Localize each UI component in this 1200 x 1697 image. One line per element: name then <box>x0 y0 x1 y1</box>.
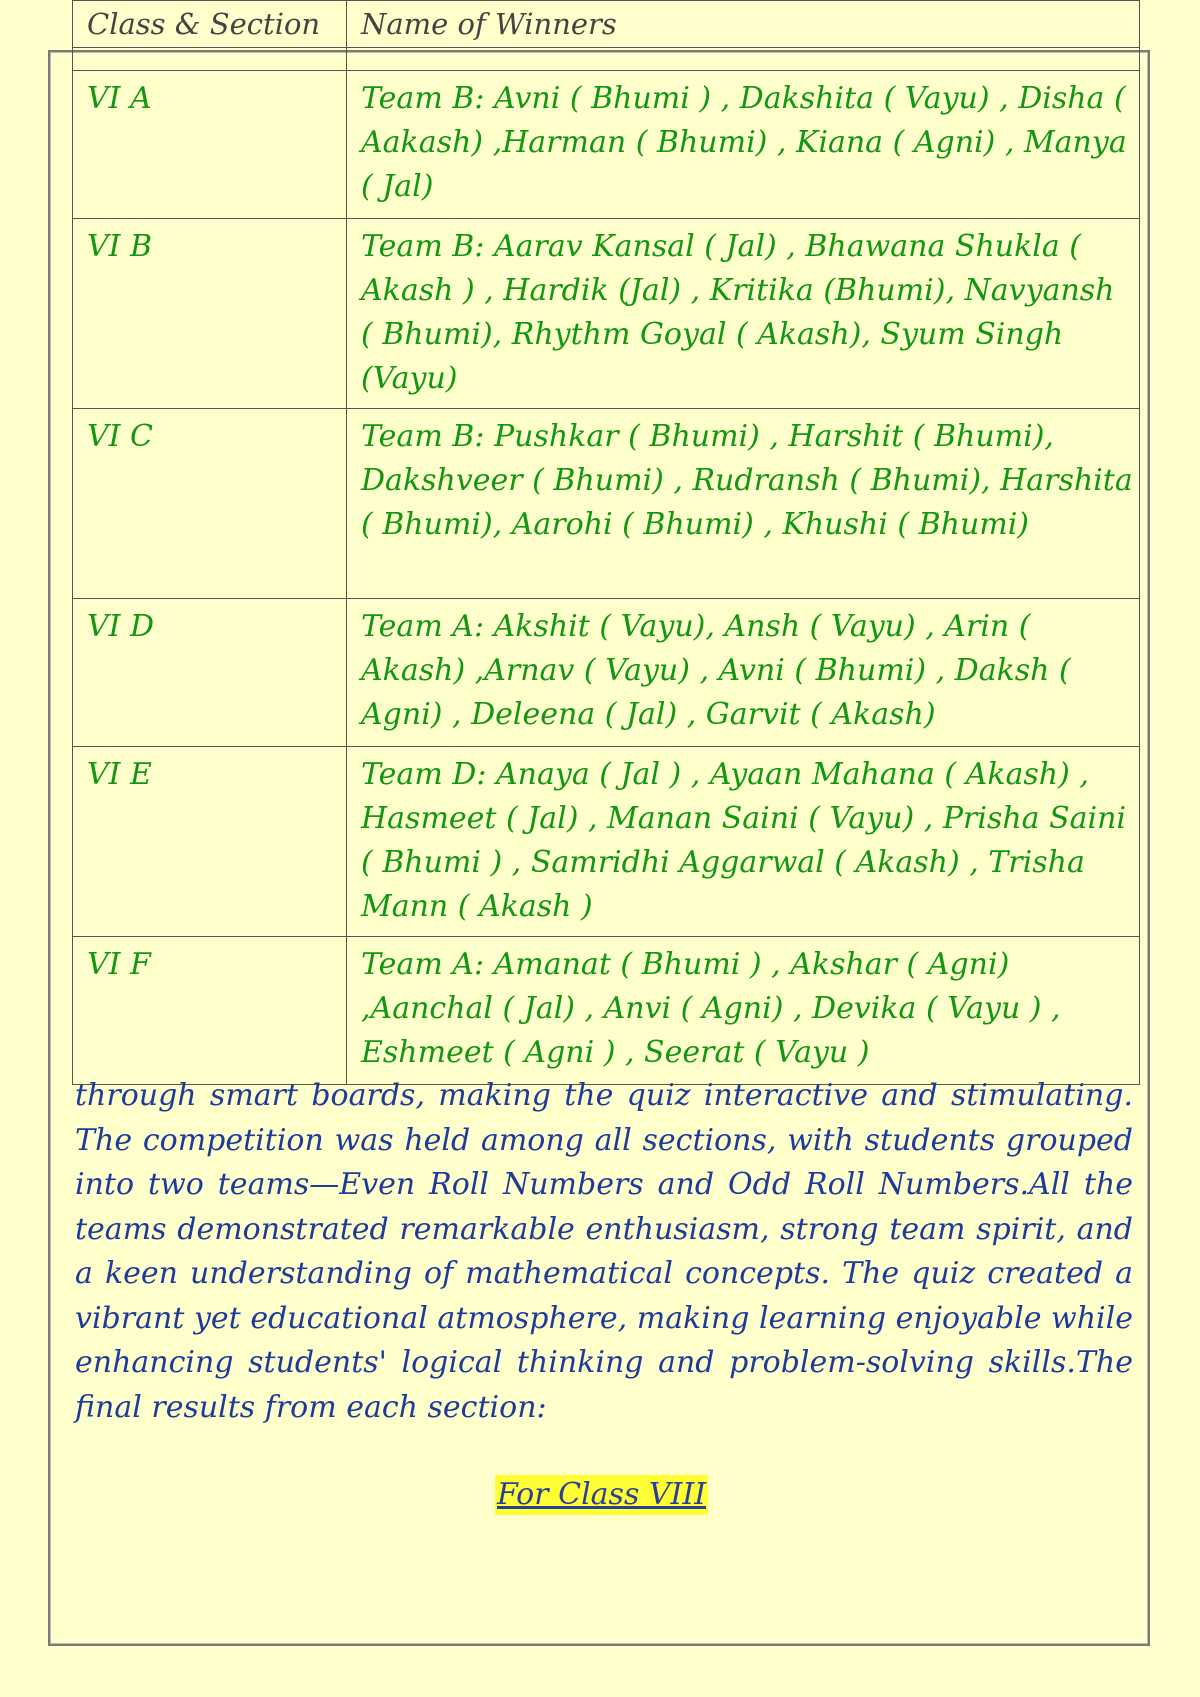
table-row <box>73 599 1140 747</box>
winners-cell: Team D: Anaya ( Jal ) , Ayaan Mahana ( Akash) , Hasmeet ( Jal) , Manan Saini ( Vayu) , Prisha Saini ( Bhumi ) , Samridhi Aggarwal ( Akash) , Trisha Mann ( Akash ) <box>347 747 1140 937</box>
winners-cell: Team B: Pushkar ( Bhumi) , Harshit ( Bhumi), Dakshveer ( Bhumi) , Rudransh ( Bhumi), Harshita ( Bhumi), Aarohi ( Bhumi) , Khushi ( Bhumi) <box>347 409 1140 599</box>
table-row <box>73 409 1140 599</box>
class-cell: VI B <box>73 219 347 409</box>
table-header-row <box>73 1 1140 48</box>
table-row <box>73 71 1140 219</box>
winners-cell: Team B: Avni ( Bhumi ) , Dakshita ( Vayu) , Disha ( Aakash) ,Harman ( Bhumi) , Kiana ( Agni) , Manya ( Jal) <box>347 71 1140 219</box>
winners-cell: Team A: Amanat ( Bhumi ) , Akshar ( Agni) ,Aanchal ( Jal) , Anvi ( Agni) , Devika ( Vayu ) , Eshmeet ( Agni ) , Seerat ( Vayu ) <box>347 937 1140 1085</box>
table-row <box>73 219 1140 409</box>
class-cell: VI C <box>73 409 347 599</box>
table-row <box>73 937 1140 1085</box>
class-cell: VI E <box>73 747 347 937</box>
spacer-cell <box>73 48 347 71</box>
table-row <box>73 747 1140 937</box>
header-class-section: Class & Section <box>73 1 347 48</box>
class-cell: VI D <box>73 599 347 747</box>
winners-cell: Team B: Aarav Kansal ( Jal) , Bhawana Shukla ( Akash ) , Hardik (Jal) , Kritika (Bhumi), Navyansh ( Bhumi), Rhythm Goyal ( Akash), Syum Singh (Vayu) <box>347 219 1140 409</box>
header-name-of-winners: Name of Winners <box>347 1 1140 48</box>
winners-cell: Team A: Akshit ( Vayu), Ansh ( Vayu) , Arin ( Akash) ,Arnav ( Vayu) , Avni ( Bhumi) , Daksh ( Agni) , Deleena ( Jal) , Garvit ( Akash) <box>347 599 1140 747</box>
winners-table <box>72 0 1140 1085</box>
section-heading-class-viii: For Class VIII <box>495 1475 708 1515</box>
table-spacer-row <box>73 48 1140 71</box>
spacer-cell <box>347 48 1140 71</box>
body-paragraph: through smart boards, making the quiz interactive and stimulating. The competition was held among all sections, with students grouped into two teams—Even Roll Numbers and Odd Roll Numbers.All the teams demonstrated remarkable enthusiasm, strong team spirit, and a keen understanding of mathematical concepts. The quiz created a vibrant yet educational atmosphere, making learning enjoyable while enhancing students' logical thinking and problem-solving skills.The final results from each section: <box>75 1078 1133 1425</box>
class-cell: VI F <box>73 937 347 1085</box>
class-cell: VI A <box>73 71 347 219</box>
